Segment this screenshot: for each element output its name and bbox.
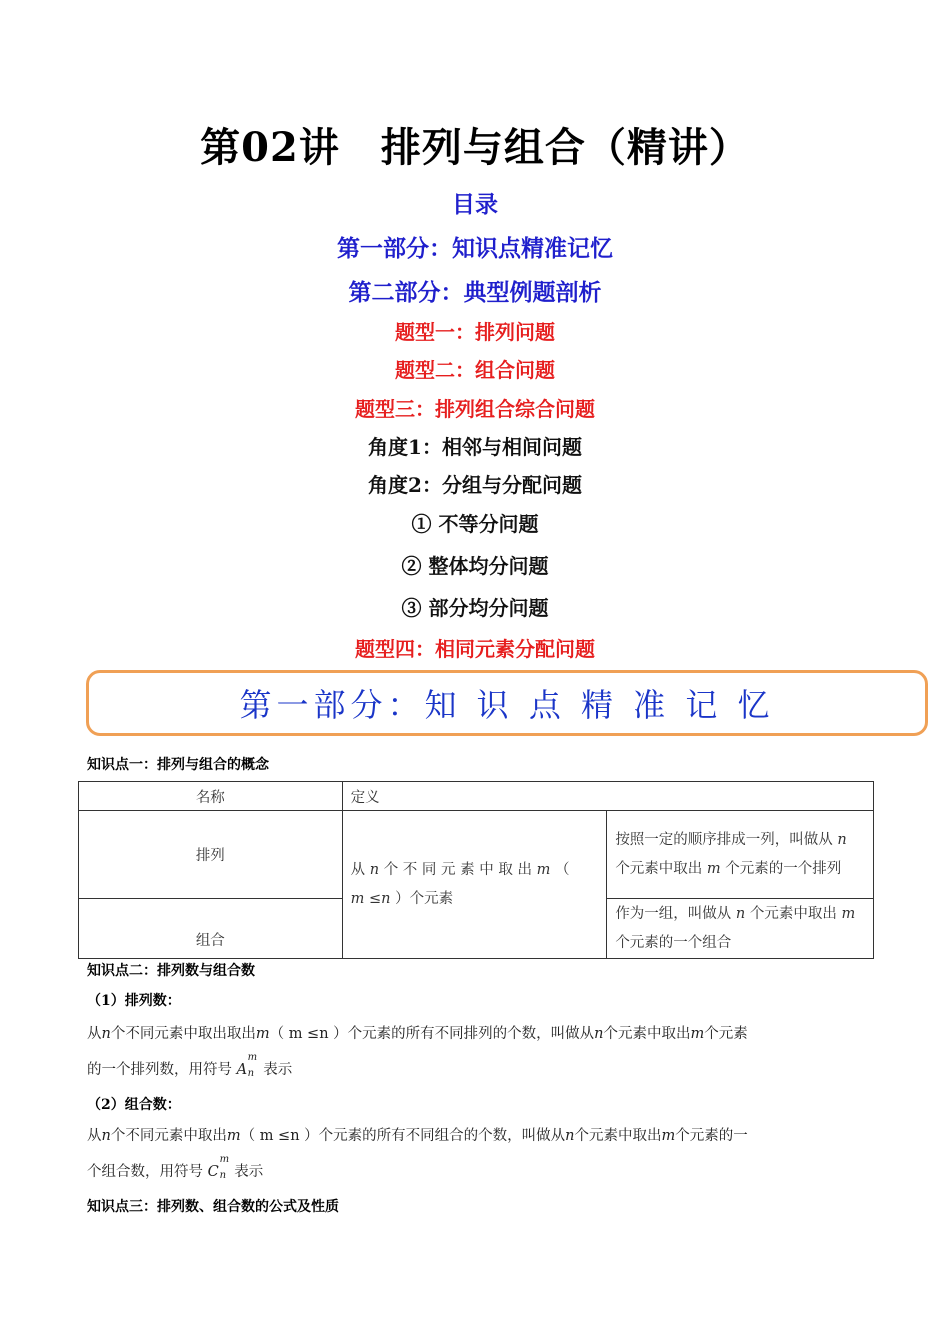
condition: m ≤n [350,890,391,907]
var-n: n [565,1128,575,1144]
text: ）个元素 [395,890,454,907]
text: 从 [87,1128,102,1144]
text: 个元素中取出 [574,1128,662,1144]
var-m: m [255,1026,270,1042]
toc-sub1[interactable]: ① 不等分问题 [411,512,539,536]
perm-symbol [237,1052,259,1088]
kp2-heading: 知识点二：排列数与组合数 [87,963,255,979]
shared-definition-cell [342,811,607,959]
toc-sub3[interactable]: ③ 部分均分问题 [401,596,549,620]
text: 作为一组，叫做从 [615,905,732,922]
var-n: n [837,831,847,848]
symbol-sup: m [219,1154,230,1165]
perm-count-text [87,1016,877,1088]
text: 从 [87,1026,102,1042]
comb-count-title: （2）组合数： [87,1097,181,1113]
text: 个元素 [704,1026,748,1042]
text: 个不同元素中取出取出 [110,1026,256,1042]
text: 从 [350,861,366,878]
symbol-sup: m [247,1052,258,1063]
var-n: n [369,861,380,878]
var-m: m [226,1128,241,1144]
toc-angle1[interactable]: 角度1：相邻与相间问题 [368,435,582,459]
condition: （ m ≤n ） [240,1128,319,1144]
text: 个元素的所有不同组合的个数，叫做从 [318,1128,566,1144]
var-n: n [101,1026,111,1042]
concept-table [78,781,874,959]
toc-part1[interactable]: 第一部分：知识点精准记忆 [337,235,613,262]
var-n: n [101,1128,111,1144]
text: 个不同元素中取出 [110,1128,227,1144]
text: 表示 [234,1164,264,1180]
comb-count-text [87,1118,877,1190]
section-banner [86,670,928,736]
text: 个元素的一个组合 [615,934,732,951]
symbol-letter: C [207,1164,219,1180]
comb-symbol [208,1154,230,1190]
text: （ [554,861,570,878]
permutation-definition [607,811,874,899]
toc-sub2[interactable]: ② 整体均分问题 [401,554,549,578]
symbol-letter: A [236,1062,248,1078]
text: 按照一定的顺序排成一列，叫做从 [615,831,833,848]
toc-type1[interactable]: 题型一：排列问题 [395,320,555,344]
var-m: m [536,861,551,878]
text: 表示 [263,1062,293,1078]
table-header-name: 名称 [79,782,343,811]
table-header-definition: 定义 [342,782,873,811]
toc-type4[interactable]: 题型四：相同元素分配问题 [355,637,595,661]
perm-count-title: （1）排列数： [87,993,181,1009]
row-name-combination: 组合 [79,899,343,959]
text: 个元素的一 [675,1128,748,1144]
text: 个元素的所有不同排列的个数，叫做从 [347,1026,595,1042]
var-n: n [735,905,746,922]
text: 个组合数，用符号 [87,1164,203,1180]
kp3-heading: 知识点三：排列数、组合数的公式及性质 [87,1199,339,1215]
var-m: m [690,1026,705,1042]
text: 个元素的一个排列 [725,860,842,877]
condition: （ m ≤n ） [269,1026,348,1042]
text: 个元素中取出 [603,1026,691,1042]
var-m: m [841,905,856,922]
var-m: m [661,1128,676,1144]
toc-part2[interactable]: 第二部分：典型例题剖析 [348,279,602,306]
toc-type3[interactable]: 题型三：排列组合综合问题 [355,397,595,421]
toc-angle2[interactable]: 角度2：分组与分配问题 [368,473,582,497]
var-m: m [706,860,721,877]
banner-text: 第一部分：知 识 点 精 准 记 忆 [239,686,775,724]
kp1-heading: 知识点一：排列与组合的概念 [87,757,269,773]
text: 的一个排列数，用符号 [87,1062,232,1078]
text: 个 不 同 元 素 中 取 出 [383,861,532,878]
row-name-permutation: 排列 [79,811,343,899]
text: 个元素中取出 [615,860,703,877]
combination-definition [607,899,874,959]
symbol-sub: n [247,1068,255,1079]
toc-type2[interactable]: 题型二：组合问题 [395,358,555,382]
var-n: n [594,1026,604,1042]
toc-heading: 目录 [452,191,498,218]
page-title: 第02讲 排列与组合（精讲） [200,124,750,171]
text: 个元素中取出 [749,905,837,922]
symbol-sub: n [219,1170,227,1181]
